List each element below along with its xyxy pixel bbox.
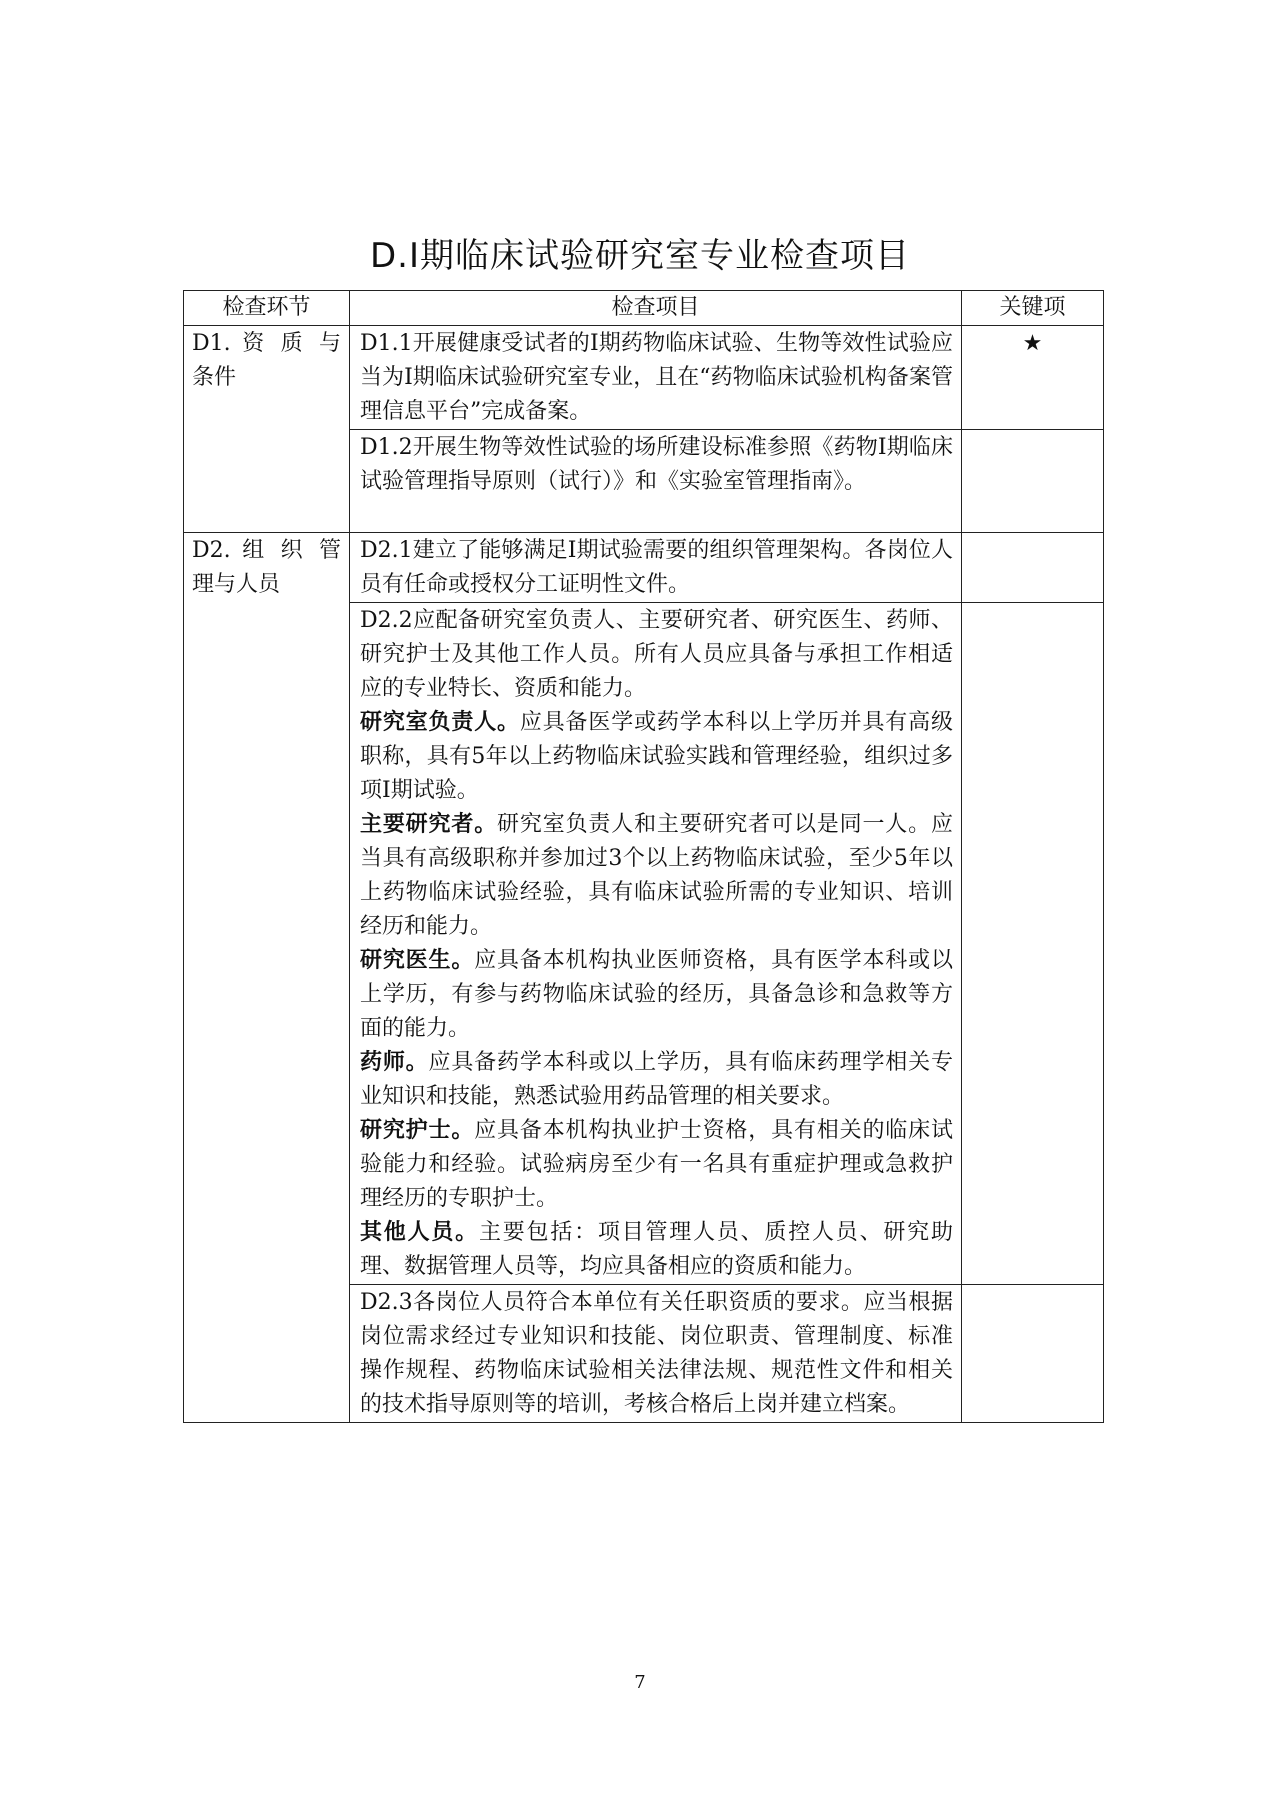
section-name-line: D1. 资 质 与	[192, 331, 341, 356]
item-paragraph: D2.3各岗位人员符合本单位有关任职资质的要求。应当根据岗位需求经过专业知识和技能、岗位职责、管理制度、标准操作规程、药物临床试验相关法律法规、规范性文件和相关的技术指导原则等的培训，考核合格后上岗并建立档案。	[360, 1290, 953, 1417]
item-cell-d2-1	[350, 533, 962, 603]
item-paragraph: 研究室负责人。应具备医学或药学本科以上学历并具有高级职称，具有5年以上药物临床试验实践和管理经验，组织过多项Ⅰ期试验。	[360, 710, 953, 803]
item-paragraph: 药师。应具备药学本科或以上学历，具有临床药理学相关专业知识和技能，熟悉试验用药品管理的相关要求。	[360, 1050, 953, 1109]
item-cell-d1-1	[350, 326, 962, 430]
key-cell-d2-1	[962, 533, 1104, 603]
section-cell-d1	[184, 326, 350, 533]
item-cell-d2-2	[350, 603, 962, 1285]
table-row	[184, 326, 1104, 430]
section-name-line: 条件	[192, 365, 237, 390]
item-paragraph: 主要研究者。研究室负责人和主要研究者可以是同一人。应当具有高级职称并参加过3个以上药物临床试验，至少5年以上药物临床试验经验，具有临床试验所需的专业知识、培训经历和能力。	[360, 812, 953, 939]
section-name-line: D2. 组 织 管	[192, 538, 341, 563]
key-cell-d2-3	[962, 1285, 1104, 1423]
item-paragraph: D1.1开展健康受试者的Ⅰ期药物临床试验、生物等效性试验应当为Ⅰ期临床试验研究室专业，且在“药物临床试验机构备案管理信息平台”完成备案。	[360, 331, 953, 424]
item-paragraph: 研究医生。应具备本机构执业医师资格，具有医学本科或以上学历，有参与药物临床试验的经历，具备急诊和急救等方面的能力。	[360, 948, 953, 1041]
section-name-line: 理与人员	[192, 572, 281, 597]
header-key: 关键项	[962, 291, 1104, 326]
page-title: D.Ⅰ期临床试验研究室专业检查项目	[369, 236, 910, 276]
item-paragraph: 研究护士。应具备本机构执业护士资格，具有相关的临床试验能力和经验。试验病房至少有一名具有重症护理或急救护理经历的专职护士。	[360, 1118, 953, 1211]
item-paragraph: D1.2开展生物等效性试验的场所建设标准参照《药物Ⅰ期临床试验管理指导原则（试行）》和《实验室管理指南》。	[360, 435, 953, 494]
table-row	[184, 533, 1104, 603]
page-number: 7	[634, 1672, 646, 1693]
key-cell-d2-2	[962, 603, 1104, 1285]
item-paragraph: D2.1建立了能够满足Ⅰ期试验需要的组织管理架构。各岗位人员有任命或授权分工证明性文件。	[360, 538, 953, 597]
item-cell-d2-3	[350, 1285, 962, 1423]
section-cell-d2	[184, 533, 350, 1423]
key-cell-d1-2	[962, 430, 1104, 533]
header-item: 检查项目	[350, 291, 962, 326]
item-paragraph: D2.2应配备研究室负责人、主要研究者、研究医生、药师、研究护士及其他工作人员。所有人员应具备与承担工作相适应的专业特长、资质和能力。	[360, 608, 953, 701]
table-header-row	[184, 291, 1104, 326]
item-paragraph: 其他人员。主要包括：项目管理人员、质控人员、研究助理、数据管理人员等，均应具备相应的资质和能力。	[360, 1220, 953, 1279]
item-cell-d1-2	[350, 430, 962, 533]
inspection-table	[183, 290, 1104, 1423]
header-section: 检查环节	[184, 291, 350, 326]
key-cell-d1-1: ★	[962, 326, 1104, 430]
